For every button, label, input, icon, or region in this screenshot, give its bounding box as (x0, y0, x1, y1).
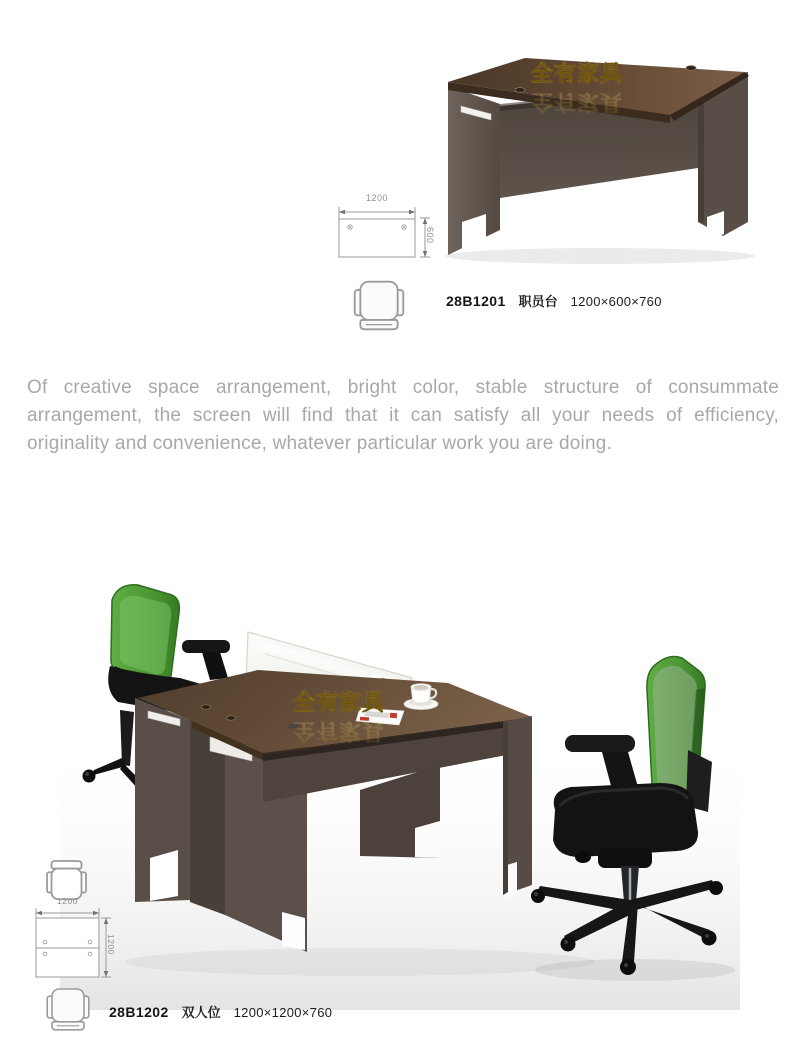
dim-width-label: 1200 (365, 193, 389, 203)
dim-depth-label: 600 (425, 227, 435, 244)
grommet-hole (202, 705, 211, 709)
dim-depth-label: 1200 (106, 934, 116, 955)
product-name: 双人位 (181, 1005, 221, 1020)
chair-armrest (182, 640, 230, 653)
desk-28B1201-photo (420, 40, 760, 270)
dim-width-label: 1200 (57, 896, 78, 906)
grommet-hole (515, 88, 525, 93)
product-size: 1200×1200×760 (233, 1005, 333, 1020)
product-caption-28B1202 (109, 1002, 332, 1021)
marketing-description: Of creative space arrangement, bright color, stable structure of consummate arrangement, the screen will find that it can satisfy all your needs of efficiency, originality and convenience, whatever particular work you are doing. (27, 377, 779, 454)
product-caption-28B1201 (446, 291, 662, 310)
product-size: 1200×600×760 (570, 294, 662, 309)
desk-shadow (125, 948, 595, 976)
dimension-diagram-28B1202 (28, 852, 138, 984)
chair-armrest (565, 735, 635, 752)
product-code: 28B1202 (109, 1004, 169, 1020)
chair-top-view-icon-far (47, 861, 86, 899)
caster-wheel (83, 770, 96, 783)
desk-floor-shadow (445, 248, 755, 264)
desk-left-panel (448, 86, 500, 255)
workstation-28B1202-photo (60, 570, 740, 1010)
tilt-knob (575, 851, 591, 863)
dimension-drawing (28, 852, 138, 984)
seat (52, 989, 84, 1022)
chair-seat (553, 783, 698, 857)
grommet-hole (686, 66, 696, 71)
product-code: 28B1201 (446, 293, 506, 309)
chair-top-view-icon (351, 277, 407, 333)
dimension-diagram-28B1201 (330, 192, 436, 264)
grommet-hole (227, 716, 236, 720)
seat (360, 282, 397, 320)
product-name: 职员台 (518, 294, 558, 309)
chair-top-view-icon (44, 985, 92, 1033)
